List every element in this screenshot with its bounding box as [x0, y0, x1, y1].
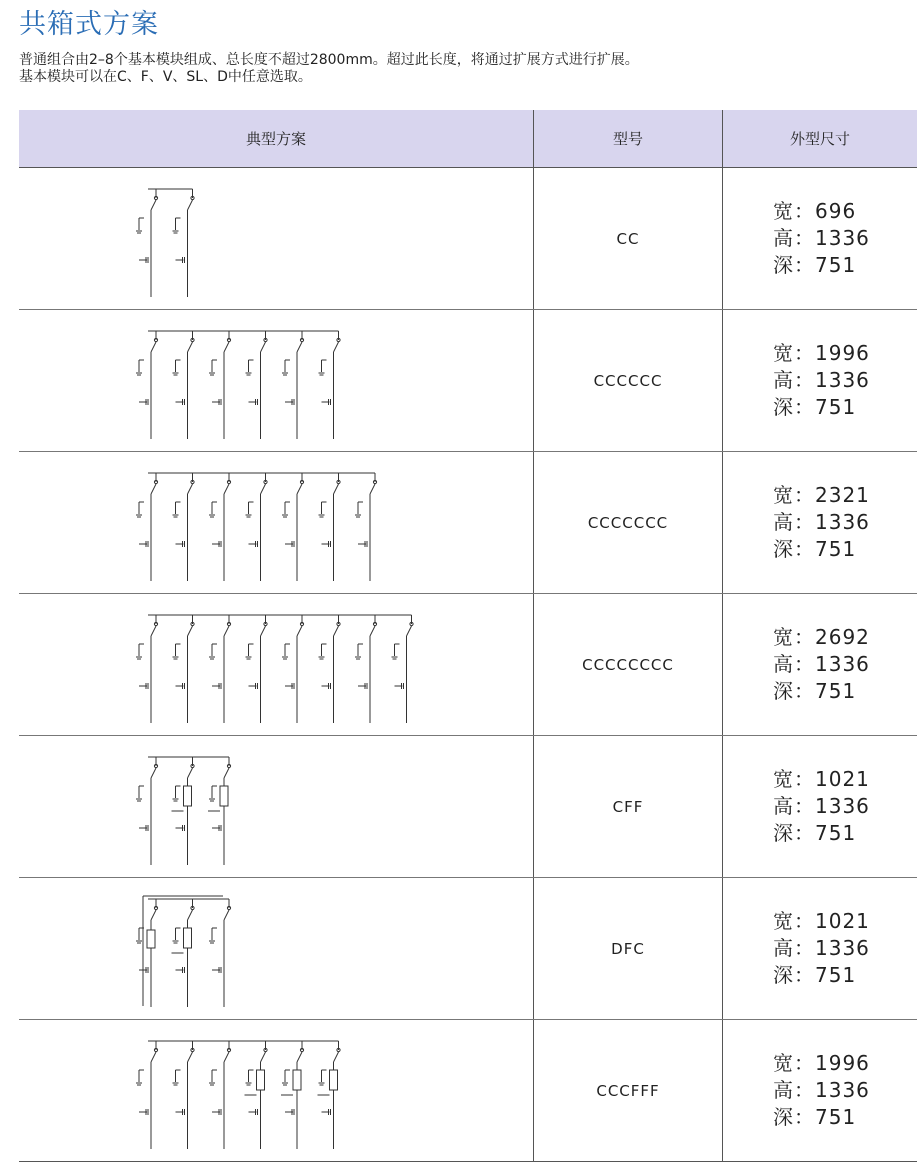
- table-row: [19, 736, 917, 878]
- header-model: 型号: [534, 110, 723, 168]
- dimension-width: 宽：696: [773, 199, 857, 223]
- switch-blade: [334, 1052, 339, 1062]
- switch-blade: [224, 484, 229, 494]
- dimension-height: 高：1336: [773, 510, 870, 534]
- table-row: [19, 310, 917, 452]
- intro-line: 基本模块可以在C、F、V、SL、D中任意选取。: [19, 69, 312, 85]
- dimension-height: 高：1336: [773, 652, 870, 676]
- switch-blade: [261, 342, 266, 352]
- header-dimensions: 外型尺寸: [723, 110, 917, 168]
- dimensions-cell: [723, 736, 917, 878]
- header-scheme: 典型方案: [19, 110, 534, 168]
- switch-blade: [224, 1052, 229, 1062]
- single-line-diagram: [19, 1020, 531, 1161]
- dimension-height: 高：1336: [773, 936, 870, 960]
- switch-blade: [151, 200, 156, 210]
- switch-blade: [224, 910, 229, 920]
- switch-blade: [151, 626, 156, 636]
- table-row: [19, 1020, 917, 1162]
- switch-blade: [297, 342, 302, 352]
- dimensions-cell: [723, 594, 917, 736]
- switch-blade: [407, 626, 412, 636]
- switch-blade: [188, 626, 193, 636]
- fuse-symbol: [330, 1070, 338, 1090]
- switch-blade: [188, 1052, 193, 1062]
- fuse-symbol: [220, 786, 228, 806]
- scheme-diagram-cell: [19, 878, 534, 1020]
- switch-blade: [224, 626, 229, 636]
- single-line-diagram: [19, 452, 531, 593]
- model-cell: CFF: [534, 736, 723, 878]
- switch-blade: [188, 342, 193, 352]
- switch-blade: [151, 768, 156, 778]
- switch-blade: [297, 1052, 302, 1062]
- fuse-symbol: [184, 928, 192, 948]
- intro-line: 普通组合由2–8个基本模块组成、总长度不超过2800mm。超过此长度，将通过扩展方式进行扩展。: [19, 52, 639, 68]
- table-row: [19, 594, 917, 736]
- switch-blade: [297, 484, 302, 494]
- dimensions-cell: [723, 878, 917, 1020]
- scheme-diagram-cell: [19, 594, 534, 736]
- table-header-row: [19, 110, 917, 168]
- dimension-width: 宽：1021: [773, 909, 870, 933]
- dimension-width: 宽：1021: [773, 767, 870, 791]
- switch-blade: [188, 910, 193, 920]
- switch-blade: [261, 1052, 266, 1062]
- page-title: 共箱式方案: [19, 9, 159, 40]
- dimension-width: 宽：1996: [773, 341, 870, 365]
- dimensions-cell: [723, 452, 917, 594]
- dimension-width: 宽：2692: [773, 625, 870, 649]
- dimensions-cell: [723, 168, 917, 310]
- switch-blade: [334, 342, 339, 352]
- dimension-depth: 深：751: [773, 963, 857, 987]
- model-cell: CCCFFF: [534, 1020, 723, 1162]
- single-line-diagram: [19, 736, 531, 877]
- dimension-height: 高：1336: [773, 368, 870, 392]
- switch-blade: [188, 484, 193, 494]
- dimension-depth: 深：751: [773, 395, 857, 419]
- switch-blade: [370, 626, 375, 636]
- switch-blade: [297, 626, 302, 636]
- switch-blade: [261, 626, 266, 636]
- scheme-diagram-cell: [19, 452, 534, 594]
- table-row: [19, 452, 917, 594]
- dimension-depth: 深：751: [773, 537, 857, 561]
- intro-text: [19, 52, 639, 86]
- single-line-diagram: [19, 310, 531, 451]
- switch-blade: [151, 342, 156, 352]
- dimension-height: 高：1336: [773, 226, 870, 250]
- switch-blade: [151, 1052, 156, 1062]
- fuse-symbol: [184, 786, 192, 806]
- dimensions-cell: [723, 1020, 917, 1162]
- model-cell: CCCCCCCC: [534, 594, 723, 736]
- model-cell: CC: [534, 168, 723, 310]
- switch-blade: [224, 342, 229, 352]
- scheme-table: [19, 110, 917, 1162]
- dimension-depth: 深：751: [773, 821, 857, 845]
- switch-blade: [334, 484, 339, 494]
- dimension-width: 宽：2321: [773, 483, 870, 507]
- table-row: [19, 168, 917, 310]
- dimension-height: 高：1336: [773, 794, 870, 818]
- switch-blade: [370, 484, 375, 494]
- switch-blade: [188, 200, 193, 210]
- scheme-diagram-cell: [19, 1020, 534, 1162]
- switch-blade: [151, 910, 156, 920]
- dimension-width: 宽：1996: [773, 1051, 870, 1075]
- fuse-symbol: [257, 1070, 265, 1090]
- single-line-diagram: [19, 878, 531, 1019]
- fuse-symbol: [147, 930, 155, 948]
- switch-blade: [261, 484, 266, 494]
- single-line-diagram: [19, 594, 531, 735]
- scheme-diagram-cell: [19, 168, 534, 310]
- model-cell: CCCCCCC: [534, 452, 723, 594]
- switch-blade: [188, 768, 193, 778]
- dimension-depth: 深：751: [773, 253, 857, 277]
- dimensions-cell: [723, 310, 917, 452]
- fuse-symbol: [293, 1070, 301, 1090]
- switch-blade: [224, 768, 229, 778]
- scheme-diagram-cell: [19, 310, 534, 452]
- dimension-depth: 深：751: [773, 679, 857, 703]
- model-cell: DFC: [534, 878, 723, 1020]
- single-line-diagram: [19, 168, 531, 309]
- model-cell: CCCCCC: [534, 310, 723, 452]
- dimension-depth: 深：751: [773, 1105, 857, 1129]
- switch-blade: [334, 626, 339, 636]
- table-row: [19, 878, 917, 1020]
- dimension-height: 高：1336: [773, 1078, 870, 1102]
- switch-blade: [151, 484, 156, 494]
- scheme-diagram-cell: [19, 736, 534, 878]
